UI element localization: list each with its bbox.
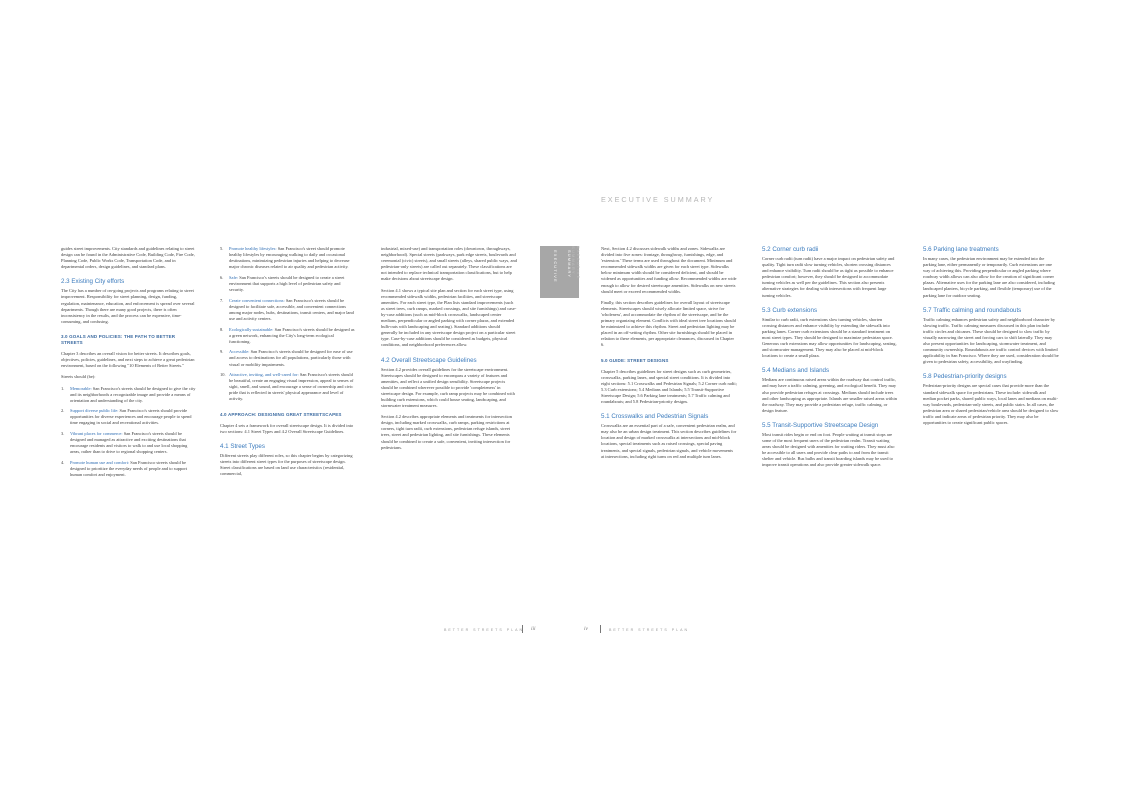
section-heading: 5.7 Traffic calming and roundabouts xyxy=(923,306,1022,314)
item-number: 1. xyxy=(61,385,65,391)
item-text: San Francisco streets should be designed to prioritize the everyday needs of people and to support human comfort and enjoyment. xyxy=(70,459,188,478)
list-item xyxy=(220,298,356,322)
section-tab-label: EXECUTIVE xyxy=(553,250,558,283)
paragraph: Chapter 3 describes an overall vision for better streets. It describes goals, objectives, policies, guidelines, and next steps to achieve a great pedestrian environment, based on the following "10 Elements of Better Streets." xyxy=(61,351,195,369)
item-term: Safe: xyxy=(229,274,239,280)
item-text: San Francisco's streets should provide opportunities for diverse experiences and encourage people to spend time engaging in social and recreational activities. xyxy=(70,408,192,426)
item-number: 10. xyxy=(220,372,226,378)
paragraph: In many cases, the pedestrian environment may be extended into the parking lane, either permanently or temporarily. Curb extensions are one way of achieving this. Providing perpendicular or angled parking where roadway width allows can also allow for the creation of significant corner plazas. Alternative uses for the parking lane are also considered, including landscaped planters, bicycle parking, and flexible (temporary) use of the parking lane for outdoor seating. xyxy=(923,256,1055,298)
paragraph: Corner curb radii (turn radii) have a major impact on pedestrian safety and quality. Tight turn radii slow turning vehicles, shorten crossing distances and enhance visibility. Turn radii should be as tight as possible to enhance pedestrian comfort; however, they should be designed to accommodate turning vehicles as well per the guidelines. This section also presents alternative strategies for dealing with intersections with frequent large turning vehicles. xyxy=(762,256,895,298)
paragraph: guides street improvements. City standards and guidelines relating to street design can be found in the Administrative Code, Building Code, Fire Code, Planning Code, Public Works Code, Transportation Code, and in departmental orders, design guidelines, and standard plans. xyxy=(61,246,195,270)
page-number-left: iii xyxy=(531,626,536,632)
goals-list xyxy=(220,246,356,403)
item-number: 4. xyxy=(61,459,65,465)
paragraph: Different streets play different roles, so this chapter begins by categorizing streets into different street types for the purposes of streetscape design. Street classifications are based on land use characteristics (residential, commercial, xyxy=(220,452,353,477)
footer-title-right: BETTER STREETS PLAN xyxy=(609,628,690,632)
paragraph: Section 4.2 provides overall guidelines for the streetscape environment. Streetscapes should be designed to encompass a variety of features and amenities, and reflect a unified design sensibility. Streetscape projects should be combined wherever possible to provide 'completeness' in streetscape design. For example, curb ramp projects may be combined with building curb extensions, which could house seating, landscaping, and stormwater treatment measures. xyxy=(381,366,515,409)
paragraph: Crosswalks are an essential part of a safe, convenient pedestrian realm, and may also be an urban design treatment. This section describes guidelines for location and design of marked crosswalks at intersections and mid-block locations, special treatments such as raised crossings, special paving treatments, and special signals, pedestrian signals, and vehicle movements at intersections, including right turns on red and multiple turn lanes. xyxy=(601,423,737,459)
item-term: Support diverse public life: xyxy=(70,408,119,414)
section-heading: 5.6 Parking lane treatments xyxy=(923,246,999,253)
paragraph: industrial, mixed-use) and transportation roles (downtown, throughways, neighborhood). Special streets (parkways, park edge streets, boulevards and ceremonial (civic) streets), and small streets (alleys, shared public ways, and pedestrian-only streets) are called out separately. These classifications are not intended to replace technical transportation classifications, but to help make decisions about streetscape design. xyxy=(381,246,517,282)
paragraph: The City has a number of on-going projects and programs relating to street improvement. Responsibility for street planning, design, funding, regulation, maintenance, education, and enforcement is spread over several departments. Though there are many good projects, there is often inconsistency in the results, and the process can be expensive, time-consuming, and confusing. xyxy=(61,288,195,324)
item-number: 8. xyxy=(220,326,224,332)
column-3 xyxy=(381,246,517,456)
chapter-heading: 5.0 GUIDE: STREET DESIGNS xyxy=(601,357,669,363)
column-2 xyxy=(220,246,356,482)
list-item xyxy=(220,327,356,345)
list-item xyxy=(61,386,197,404)
chapter-heading: 3.0 GOALS AND POLICIES: THE PATH TO BETTER STREETS xyxy=(61,333,176,346)
section-heading: 5.8 Pedestrian-priority designs xyxy=(923,373,1007,381)
footer-divider xyxy=(600,625,601,633)
item-term: Create convenient connections: xyxy=(229,297,285,303)
column-1 xyxy=(61,246,197,483)
column-4 xyxy=(601,246,737,465)
item-number: 7. xyxy=(220,297,224,303)
goals-list xyxy=(61,386,197,479)
item-text: San Francisco's streets should be designed to create a street environment that supports a high level of pedestrian safety and security. xyxy=(229,274,345,293)
section-heading: 5.1 Crosswalks and Pedestrian Signals xyxy=(601,413,709,421)
footer-title-left: BETTER STREETS PLAN xyxy=(444,628,525,632)
paragraph: Streets should (be): xyxy=(61,374,96,380)
paragraph: Chapter 5 describes guidelines for street designs such as curb geometries, crosswalks, parking lanes, and special street conditions. It is divided into eight sections: 5.1 Crosswalks and Pedestrian Signals; 5.2 Corner curb radii; 5.3 Curb extensions; 5.4 Medians and Islands; 5.5 Transit-Supportive Streetscape Design; 5.6 Parking lane treatments; 5.7 Traffic calming and roundabouts; and 5.8 Pedestrian-priority designs. xyxy=(601,368,737,405)
list-item xyxy=(61,408,197,426)
item-term: Vibrant places for commerce: xyxy=(70,431,123,437)
paragraph: Section 4.1 shows a typical site plan and section for each street type, using recommended sidewalk widths, pedestrian facilities, and streetscape amenities. For each street type, the Plan lists standard improvements (such as street trees, curb ramps, marked crossings, and site furnishings) and case-by-case additions (such as mid-block crosswalks, landscaped center medians, perpendicular or angled parking with corner plazas, and extended bulb-outs with landscaping and seating). Standard additions should generally be included in any streetscape design project on a particular street type. Case-by-case additions should be considered as budgets, physical conditions, and neighborhood preferences allow. xyxy=(381,287,517,348)
paragraph: Chapter 4 sets a framework for overall streetscape design. It is divided into two sections: 4.1 Street Types and 4.2 Overall Streetscape Guidelines. xyxy=(220,422,354,434)
column-5 xyxy=(762,246,898,473)
section-heading: 5.3 Curb extensions xyxy=(762,306,818,314)
item-number: 2. xyxy=(61,408,65,414)
item-text: San Francisco's streets should be designed as a green network, enhancing the City's long-term ecological functioning. xyxy=(229,326,355,344)
item-text: San Francisco's streets should be designed for ease of use and access to destinations for all populations, particularly those with visual or mobility impairments. xyxy=(229,349,353,367)
running-head: EXECUTIVE SUMMARY xyxy=(601,195,715,204)
item-term: Promote healthy lifestyles: xyxy=(229,246,277,251)
paragraph: Pedestrian-priority designs are special cases that provide more than the standard sidewalk space for pedestrians. These include: sidewalk and median pocket parks, shared public ways, local lanes and medians on multi-way boulevards, pedestrian-only streets, and public stairs. In all cases, the pedestrian area or shared pedestrian/vehicle area should be designed to slow traffic and indicate areas of pedestrian priority. They may also be opportunities to create significant public spaces. xyxy=(923,383,1059,425)
item-number: 3. xyxy=(61,431,65,437)
section-heading: 5.5 Transit-Supportive Streetscape Design xyxy=(762,421,879,429)
column-6 xyxy=(923,246,1059,431)
section-tab-outline-label: EXECUTIVE SUMMARY xyxy=(571,246,581,280)
item-text: San Francisco's streets should be beautiful, create an engaging visual impression, appeal to senses of sight, smell, and sound, and encourage a sense of ownership and civic pride that is reflected in streets' physical appearance and level of activity. xyxy=(229,372,354,402)
section-tab-label: SUMMARY xyxy=(567,250,572,279)
item-term: Memorable: xyxy=(70,385,92,391)
list-item xyxy=(220,275,356,293)
item-text: San Francisco's streets should be designed to give the city and its neighborhoods a recognizable image and provide a means of orientation and understanding of the city. xyxy=(70,385,196,403)
section-heading: 4.2 Overall Streetscape Guidelines xyxy=(381,356,477,364)
item-number: 6. xyxy=(220,274,224,280)
paragraph: Traffic calming enhances pedestrian safety and neighborhood character by slowing traffic. Traffic calming measures discussed in this plan include traffic circles and chicanes. These should be designed to slow traffic by visually narrowing the street and forcing cars to shift laterally. They may also present opportunities for landscaping, stormwater treatment, and community ownership. Roundabouts are traffic control devices with limited applicability in San Francisco. Where they are used, consideration should be given to pedestrian safety, accessibility, and wayfinding. xyxy=(923,316,1059,365)
list-item xyxy=(61,460,197,478)
list-item xyxy=(220,349,356,367)
item-number: 5. xyxy=(220,246,224,251)
list-item xyxy=(61,431,197,455)
section-heading: 5.2 Corner curb radii xyxy=(762,246,819,253)
item-term: Promote human use and comfort: xyxy=(70,459,130,465)
paragraph: Section 4.2 describes appropriate elements and treatments for intersection design, including marked crosswalks, curb ramps, parking restrictions at corners, tight turn radii, curb extensions, pedestrian refuge islands, street trees, street and pedestrian lighting, and site furnishings. These elements should be combined to create a safe, convenient, inviting intersection for pedestrians. xyxy=(381,414,512,450)
section-heading: 4.1 Street Types xyxy=(220,442,265,450)
item-text: San Francisco's streets should be designed to facilitate safe, accessible, and convenient connections among major nodes, hubs, destinations, transit centers, and major land use and activity centers. xyxy=(229,297,354,321)
section-heading: 2.3 Existing City efforts xyxy=(61,278,125,286)
list-item xyxy=(220,372,356,402)
item-text: San Francisco's streets should be designed and managed as attractive and exciting destinations that encourage residents and visitors to walk to and use local shopping areas, rather than to drive to regional shopping centers. xyxy=(70,431,188,455)
item-number: 9. xyxy=(220,349,224,355)
item-text: San Francisco's street should promote healthy lifestyles by encouraging walking to daily and occasional destinations, minimizing pedestrian injuries and helping to decrease major chronic diseases related to air quality and pedestrian activity. xyxy=(229,246,350,270)
section-heading: 5.4 Medians and Islands xyxy=(762,367,830,375)
paragraph: Most transit rides begin or end on foot. People waiting at transit stops are some of the most frequent users of the pedestrian realm. Transit waiting areas should be designed with amenities for waiting riders. They must also be accessible to all users and provide clear paths to and from the transit shelter and vehicle. Bus bulbs and transit boarding islands may be used to improve transit operations and also provide greater sidewalk space. xyxy=(762,431,895,468)
item-term: Attractive, inviting, and well-cared for: xyxy=(229,372,299,378)
item-term: Accessible: xyxy=(229,349,250,355)
paragraph: Medians are continuous raised areas within the roadway that control traffic, and may have a traffic calming, greening, and ecological benefit. They may also provide pedestrian refuges at crossings. Medians should include trees and other landscaping as appropriate. Islands are smaller raised areas within the roadway. They may provide a pedestrian refuge, traffic calming, or design feature. xyxy=(762,377,897,413)
page-number-right: iv xyxy=(584,626,588,632)
footer-divider xyxy=(522,625,523,633)
list-item xyxy=(220,246,356,270)
chapter-heading: 4.0 APPROACH: DESIGNING GREAT STREETSCAPES xyxy=(220,411,342,417)
item-term: Ecologically sustainable: xyxy=(229,326,274,332)
paragraph: Similar to curb radii, curb extensions slow turning vehicles, shorten crossing distances and enhance visibility by extending the sidewalk into parking lanes. Corner curb extensions should be a standard treatment on most street types. They should be designed to maximize pedestrian space. Generous curb extensions may allow opportunities for landscaping, seating, and stormwater management. They may also be placed at mid-block locations to create a small plaza. xyxy=(762,316,897,359)
paragraph: Finally, this section describes guidelines for overall layout of streetscape elements. Streetscapes should wisely allocate limited space, strive for 'wholeness', and accommodate the rhythm of the streetscape, and be the primary organizing element. Conflicts with ideal street tree locations should be minimized to achieve this rhythm. Street and pedestrian lighting may be placed in an off-setting rhythm. Other site furnishings should be placed in relation to these elements, per appropriate clearances, discussed in Chapter 6. xyxy=(601,299,736,348)
paragraph: Next, Section 4.2 discusses sidewalk widths and zones. Sidewalks are divided into five zones: frontage, throughway, furnishings, edge, and 'extension.' These terms are used throughout the document. Minimum and recommended sidewalk widths are given for each street type. Sidewalks below minimum width should be considered deficient, and should be widened as opportunities and funding allow. Recommended widths are wide enough to allow for desired streetscape amenities. Sidewalks on new streets should meet or exceed recommended widths. xyxy=(601,246,737,294)
